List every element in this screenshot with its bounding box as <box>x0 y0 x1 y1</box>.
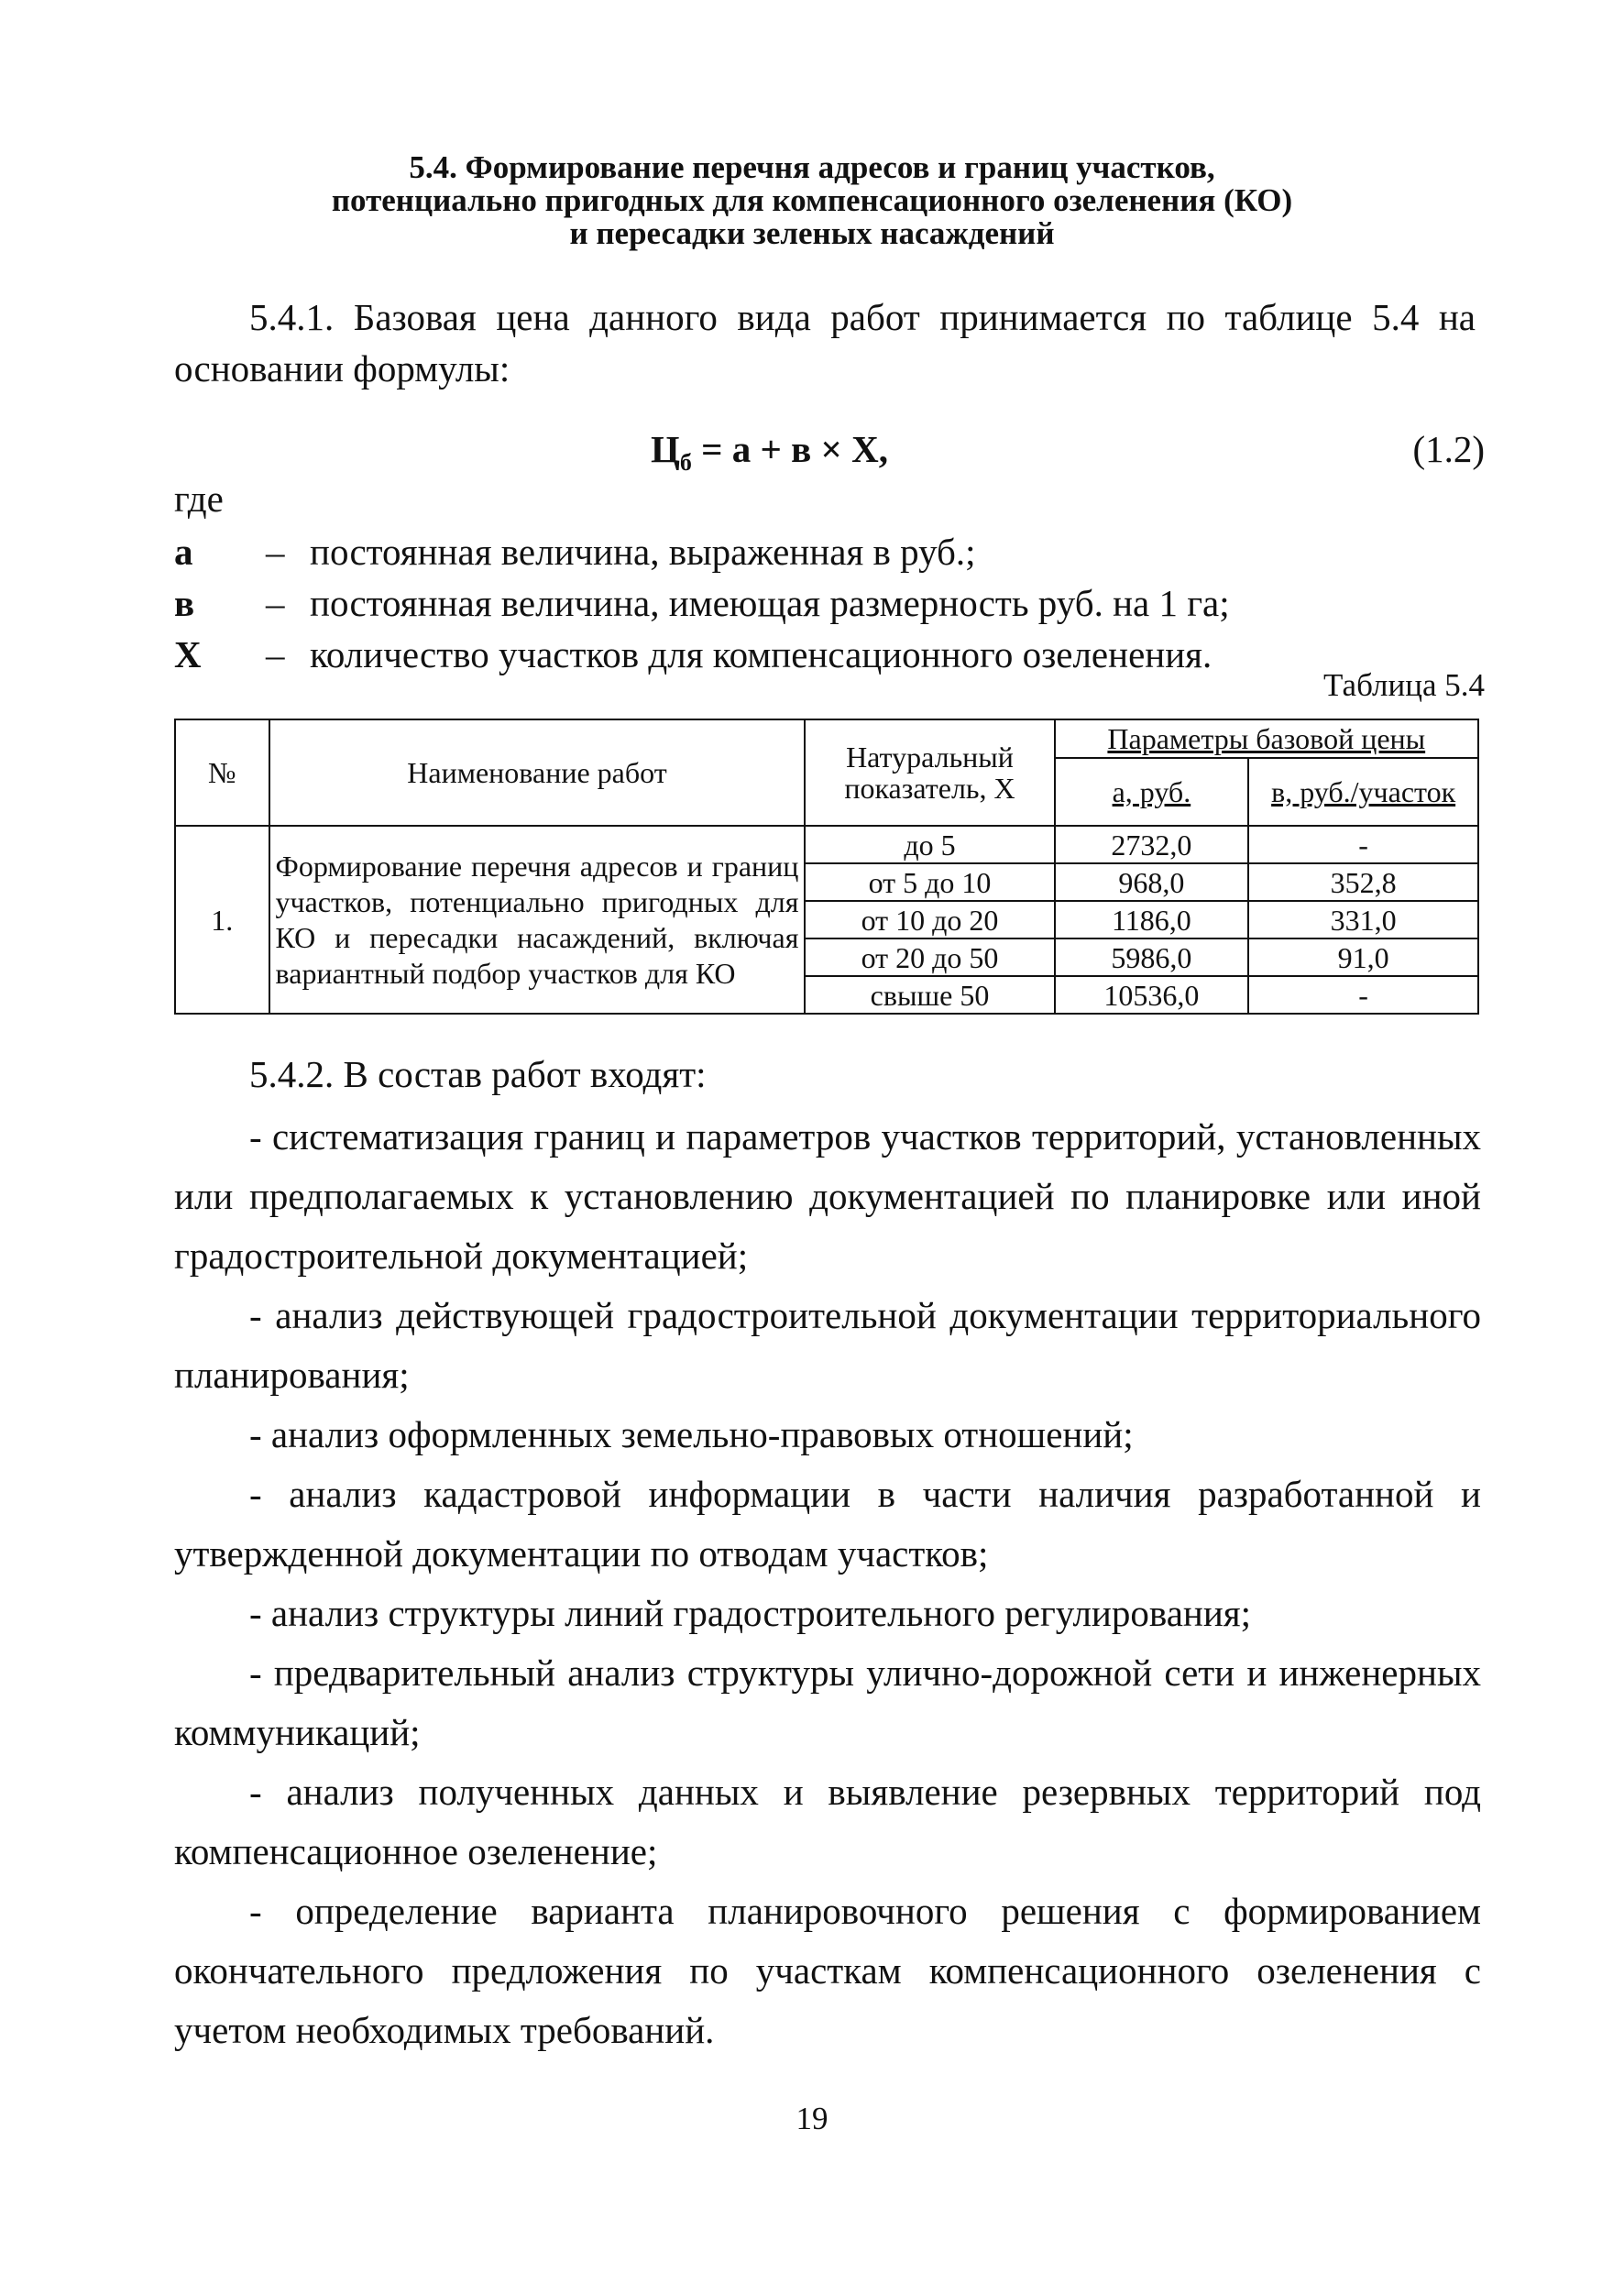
formula-lhs: Ц <box>651 428 680 470</box>
header-a-cell <box>1055 758 1249 826</box>
intro-paragraph: 5.4.1. Базовая цена данного вида работ принимается по таблице 5.4 на основании формулы: <box>174 296 1476 390</box>
row-work-name: Формирование перечня адресов и границ участков, потенциально пригодных для КО и пересадки насаждений, включая вариантный подбор участков для КО <box>269 826 806 1014</box>
works-title: 5.4.2. В состав работ входят: <box>249 1053 707 1095</box>
table-row <box>175 826 1478 863</box>
definition-dash: – <box>266 531 285 573</box>
row-natural-value: свыше 50 <box>805 976 1054 1014</box>
header-a: а, руб. <box>1112 775 1191 808</box>
header-natural-indicator: Натуральный показатель, Х <box>805 719 1054 826</box>
works-list-item: - определение варианта планировочного решения с формированием окончательного предложения по участкам компенсационного озеленения с учетом необходимых требований. <box>174 1890 1481 2051</box>
works-list-item: - систематизация границ и параметров участков территорий, установленных или предполагаемых к установлению документацией по планировке или иной градостроительной документацией; <box>174 1115 1481 1277</box>
row-natural-value: от 20 до 50 <box>805 938 1054 976</box>
works-list-item: - анализ полученных данных и выявление резервных территорий под компенсационное озеленение; <box>174 1771 1481 1872</box>
definition-symbol: в <box>174 582 195 624</box>
formula-lhs-subscript: б <box>679 449 692 477</box>
formula-rhs: = а + в × Х, <box>691 428 888 470</box>
row-natural-value: до 5 <box>805 826 1054 863</box>
row-natural-value: от 5 до 10 <box>805 863 1054 901</box>
row-a-value: 10536,0 <box>1055 976 1249 1014</box>
definition-text: постоянная величина, выраженная в руб.; <box>310 531 976 573</box>
row-a-value: 968,0 <box>1055 863 1249 901</box>
definition-text: количество участков для компенсационного озеленения. <box>310 633 1213 675</box>
where-label: где <box>174 477 224 520</box>
definition-symbol: а <box>174 531 193 573</box>
definition-item <box>174 526 1485 577</box>
row-a-value: 5986,0 <box>1055 938 1249 976</box>
works-list-item: - предварительный анализ структуры улично-дорожной сети и инженерных коммуникаций; <box>174 1652 1481 1753</box>
definition-text: постоянная величина, имеющая размерность руб. на 1 га; <box>310 582 1230 624</box>
header-params-cell <box>1055 719 1478 758</box>
table-caption: Таблица 5.4 <box>1323 667 1485 703</box>
row-b-value: 352,8 <box>1248 863 1478 901</box>
definition-dash: – <box>266 582 285 624</box>
works-list-item: - анализ структуры линий градостроительного регулирования; <box>249 1592 1252 1634</box>
row-natural-value: от 10 до 20 <box>805 901 1054 938</box>
price-table <box>174 719 1479 1015</box>
header-b: в, руб./участок <box>1271 775 1456 808</box>
section-heading <box>0 151 1624 250</box>
definitions-list <box>174 526 1485 680</box>
heading-line-3: и пересадки зеленых насаждений <box>569 215 1055 251</box>
formula <box>651 423 888 488</box>
works-section <box>174 1045 1481 2060</box>
works-list-item: - анализ действующей градостроительной документации территориального планирования; <box>174 1294 1481 1396</box>
row-b-value: 331,0 <box>1248 901 1478 938</box>
formula-number: (1.2) <box>1412 428 1485 470</box>
header-work-name: Наименование работ <box>269 719 806 826</box>
row-b-value: - <box>1248 976 1478 1014</box>
heading-line-1: 5.4. Формирование перечня адресов и границ участков, <box>409 149 1215 185</box>
definition-item <box>174 577 1485 629</box>
formula-row <box>174 423 1485 475</box>
row-a-value: 2732,0 <box>1055 826 1249 863</box>
heading-line-2: потенциально пригодных для компенсационного озеленения (КО) <box>331 182 1293 218</box>
works-list-item: - анализ кадастровой информации в части наличия разработанной и утвержденной документации по отводам участков; <box>174 1473 1481 1575</box>
header-b-cell <box>1248 758 1478 826</box>
works-list-item: - анализ оформленных земельно-правовых отношений; <box>249 1413 1134 1455</box>
header-number: № <box>175 719 269 826</box>
header-base-price-params: Параметры базовой цены <box>1107 722 1426 755</box>
definition-symbol: Х <box>174 633 202 675</box>
row-number: 1. <box>175 826 269 1014</box>
definition-dash: – <box>266 633 285 675</box>
page-number: 19 <box>796 2101 828 2136</box>
row-b-value: 91,0 <box>1248 938 1478 976</box>
table-header-row <box>175 719 1478 758</box>
row-b-value: - <box>1248 826 1478 863</box>
definition-item <box>174 629 1485 680</box>
row-a-value: 1186,0 <box>1055 901 1249 938</box>
